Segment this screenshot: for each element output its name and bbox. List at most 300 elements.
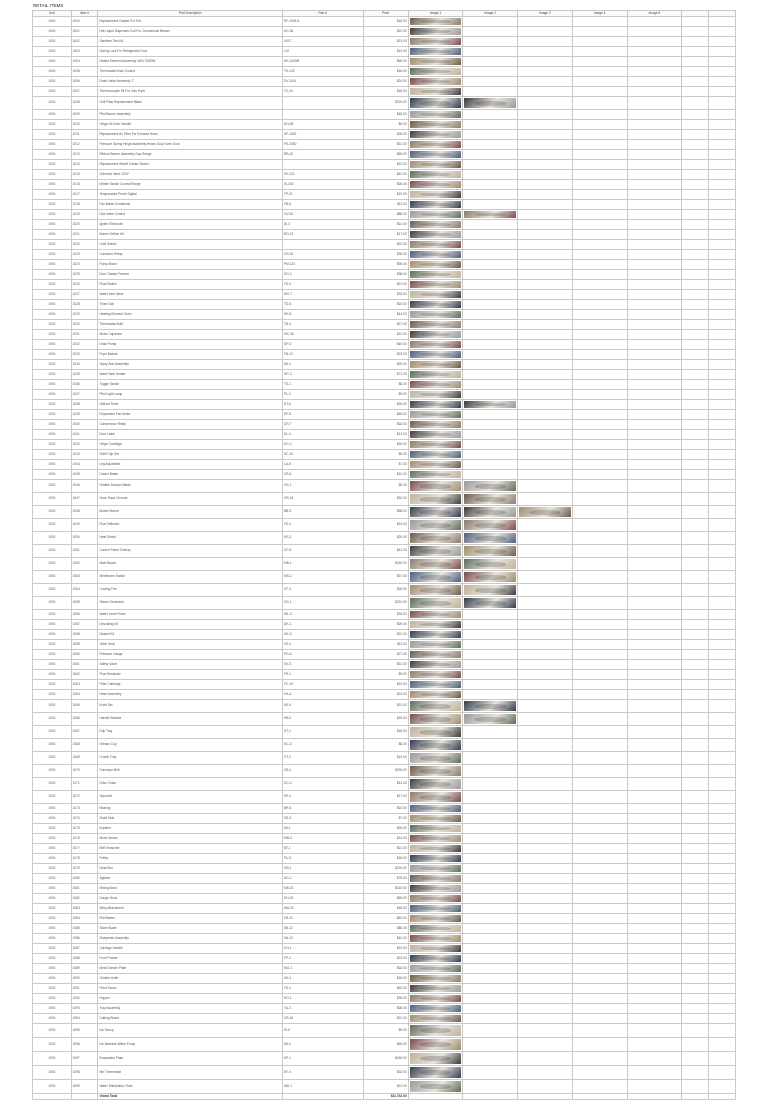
cell-unit[interactable]: 1000 (33, 400, 72, 410)
cell-item[interactable]: 1007 (71, 87, 98, 97)
image-cell[interactable] (408, 630, 463, 640)
empty-cell[interactable] (709, 380, 736, 390)
image-cell[interactable] (463, 120, 518, 130)
cell-unit[interactable]: 1000 (33, 67, 72, 77)
cell-item[interactable]: 1001 (71, 27, 98, 37)
image-cell[interactable] (627, 1066, 682, 1080)
cell-part[interactable]: CB-18 (283, 1014, 363, 1024)
image-cell[interactable] (518, 1014, 573, 1024)
image-cell[interactable] (518, 77, 573, 87)
image-cell[interactable] (627, 726, 682, 739)
cell-item[interactable]: 1000 (71, 17, 98, 27)
cell-unit[interactable]: 1000 (33, 340, 72, 350)
image-cell[interactable] (463, 804, 518, 814)
cell-item[interactable]: 1080 (71, 874, 98, 884)
image-cell[interactable] (518, 558, 573, 571)
image-cell[interactable] (572, 726, 627, 739)
cell-part[interactable]: BB-9 (283, 506, 363, 519)
cell-part[interactable]: BR-8 (283, 804, 363, 814)
image-cell[interactable] (627, 974, 682, 984)
image-cell[interactable] (572, 914, 627, 924)
cell-part[interactable]: CP-8 (283, 545, 363, 558)
cell-price[interactable]: $16.00 (363, 854, 408, 864)
empty-cell[interactable] (682, 854, 709, 864)
cell-price[interactable]: $18.00 (363, 964, 408, 974)
cell-unit[interactable]: 1000 (33, 350, 72, 360)
cell-part[interactable]: FB-8 (283, 200, 363, 210)
cell-item[interactable]: 1009 (71, 110, 98, 120)
cell-part[interactable]: OR-24 (283, 493, 363, 506)
empty-cell[interactable] (709, 791, 736, 804)
cell-price[interactable]: $26.00 (363, 824, 408, 834)
empty-cell[interactable] (682, 1004, 709, 1014)
image-cell[interactable] (408, 430, 463, 440)
cell-item[interactable]: 1091 (71, 984, 98, 994)
empty-cell[interactable] (682, 506, 709, 519)
empty-cell[interactable] (709, 280, 736, 290)
image-cell[interactable] (463, 844, 518, 854)
cell-desc[interactable]: Pressure Spring Hinge Assembly Heavy Duty Oven Door (98, 140, 283, 150)
cell-item[interactable]: 1059 (71, 640, 98, 650)
cell-unit[interactable]: 1000 (33, 37, 72, 47)
image-cell[interactable] (463, 27, 518, 37)
image-cell[interactable] (408, 190, 463, 200)
empty-cell[interactable] (709, 597, 736, 610)
image-cell[interactable] (627, 17, 682, 27)
cell-desc[interactable]: Drain Valve Assembly 1" (98, 77, 283, 87)
cell-price[interactable]: $29.00 (363, 360, 408, 370)
image-cell[interactable] (408, 230, 463, 240)
image-cell[interactable] (463, 290, 518, 300)
image-cell[interactable] (408, 210, 463, 220)
image-cell[interactable] (627, 545, 682, 558)
cell-part[interactable]: HE-2400M (283, 57, 363, 67)
cell-item[interactable]: 1028 (71, 300, 98, 310)
cell-item[interactable]: 1066 (71, 713, 98, 726)
cell-price[interactable]: $13.00 (363, 430, 408, 440)
cell-unit[interactable]: 1000 (33, 140, 72, 150)
empty-cell[interactable] (682, 320, 709, 330)
image-cell[interactable] (518, 340, 573, 350)
cell-item[interactable]: 1079 (71, 864, 98, 874)
cell-unit[interactable]: 1000 (33, 914, 72, 924)
empty-cell[interactable] (709, 610, 736, 620)
cell-price[interactable]: $31.00 (363, 140, 408, 150)
cell-part[interactable]: MG-1 (283, 964, 363, 974)
image-cell[interactable] (572, 680, 627, 690)
cell-item[interactable]: 1095 (71, 1024, 98, 1038)
cell-unit[interactable]: 1000 (33, 1024, 72, 1038)
cell-part[interactable] (283, 240, 363, 250)
image-cell[interactable] (463, 460, 518, 470)
image-cell[interactable] (463, 558, 518, 571)
cell-item[interactable]: 1023 (71, 250, 98, 260)
cell-unit[interactable]: 1000 (33, 330, 72, 340)
cell-unit[interactable]: 1000 (33, 984, 72, 994)
image-cell[interactable] (518, 914, 573, 924)
cell-desc[interactable]: Pilot Light Lamp (98, 390, 283, 400)
image-cell[interactable] (572, 290, 627, 300)
empty-cell[interactable] (709, 290, 736, 300)
image-cell[interactable] (463, 904, 518, 914)
image-cell[interactable] (463, 620, 518, 630)
cell-price[interactable]: $49.00 (363, 340, 408, 350)
cell-desc[interactable]: Compressor Relay (98, 420, 283, 430)
cell-desc[interactable]: Handle Bracket (98, 713, 283, 726)
cell-unit[interactable]: 1000 (33, 310, 72, 320)
image-cell[interactable] (518, 220, 573, 230)
image-cell[interactable] (408, 854, 463, 864)
image-cell[interactable] (463, 97, 518, 110)
image-cell[interactable] (463, 924, 518, 934)
column-header[interactable]: Part # (283, 11, 363, 17)
empty-cell[interactable] (709, 130, 736, 140)
cell-part[interactable]: GK-1 (283, 974, 363, 984)
empty-cell[interactable] (682, 924, 709, 934)
image-cell[interactable] (572, 410, 627, 420)
cell-price[interactable]: $22.00 (363, 27, 408, 37)
cell-part[interactable]: FS-1 (283, 984, 363, 994)
image-cell[interactable] (572, 620, 627, 630)
image-cell[interactable] (463, 400, 518, 410)
empty-cell[interactable] (682, 110, 709, 120)
image-cell[interactable] (408, 874, 463, 884)
image-cell[interactable] (572, 964, 627, 974)
empty-cell[interactable] (682, 390, 709, 400)
empty-cell[interactable] (709, 894, 736, 904)
image-cell[interactable] (518, 964, 573, 974)
image-cell[interactable] (627, 844, 682, 854)
empty-cell[interactable] (682, 37, 709, 47)
cell-desc[interactable]: Cutting Board (98, 1014, 283, 1024)
empty-cell[interactable] (709, 690, 736, 700)
image-cell[interactable] (518, 130, 573, 140)
empty-cell[interactable] (709, 480, 736, 493)
image-cell[interactable] (408, 924, 463, 934)
empty-cell[interactable] (709, 470, 736, 480)
empty-cell[interactable] (682, 350, 709, 360)
cell-unit[interactable]: 1000 (33, 270, 72, 280)
image-cell[interactable] (408, 914, 463, 924)
cell-unit[interactable]: 1000 (33, 1080, 72, 1094)
cell-item[interactable]: 1036 (71, 380, 98, 390)
image-cell[interactable] (572, 834, 627, 844)
image-cell[interactable] (463, 700, 518, 713)
image-cell[interactable] (627, 610, 682, 620)
cell-desc[interactable]: Food Pusher (98, 954, 283, 964)
empty-cell[interactable] (682, 1052, 709, 1066)
image-cell[interactable] (518, 670, 573, 680)
empty-cell[interactable] (682, 934, 709, 944)
cell-part[interactable]: IS-6 (283, 1024, 363, 1038)
image-cell[interactable] (627, 584, 682, 597)
image-cell[interactable] (408, 1052, 463, 1066)
cell-desc[interactable]: Water Distribution Tube (98, 1080, 283, 1094)
cell-desc[interactable]: Contactor Relay (98, 250, 283, 260)
empty-cell[interactable] (682, 519, 709, 532)
cell-price[interactable]: $21.00 (363, 280, 408, 290)
empty-cell[interactable] (682, 300, 709, 310)
image-cell[interactable] (627, 280, 682, 290)
cell-unit[interactable]: 1000 (33, 160, 72, 170)
cell-desc[interactable]: Spring Lock For Refrigerator Door (98, 47, 283, 57)
cell-part[interactable]: EF-5 (283, 410, 363, 420)
cell-price[interactable]: $10.00 (363, 470, 408, 480)
cell-unit[interactable]: 1000 (33, 230, 72, 240)
image-cell[interactable] (463, 650, 518, 660)
cell-price[interactable]: $52.00 (363, 914, 408, 924)
image-cell[interactable] (463, 994, 518, 1004)
empty-cell[interactable] (709, 460, 736, 470)
image-cell[interactable] (408, 380, 463, 390)
image-cell[interactable] (408, 350, 463, 360)
cell-item[interactable]: 1053 (71, 571, 98, 584)
image-cell[interactable] (627, 1052, 682, 1066)
cell-item[interactable]: 1046 (71, 480, 98, 493)
cell-part[interactable]: VS-2 (283, 640, 363, 650)
cell-item[interactable]: 1034 (71, 360, 98, 370)
image-cell[interactable] (408, 240, 463, 250)
cell-item[interactable]: 1006 (71, 77, 98, 87)
cell-desc[interactable]: Infinite Switch Control Range (98, 180, 283, 190)
image-cell[interactable] (627, 620, 682, 630)
empty-cell[interactable] (682, 57, 709, 67)
empty-cell[interactable] (682, 994, 709, 1004)
empty-cell[interactable] (682, 290, 709, 300)
empty-cell[interactable] (682, 824, 709, 834)
cell-price[interactable]: $120.00 (363, 864, 408, 874)
image-cell[interactable] (463, 220, 518, 230)
cell-price[interactable]: $14.00 (363, 834, 408, 844)
empty-cell[interactable] (682, 640, 709, 650)
cell-item[interactable]: 1004 (71, 57, 98, 67)
image-cell[interactable] (572, 220, 627, 230)
cell-desc[interactable]: Grease Cup (98, 739, 283, 752)
cell-price[interactable]: $39.00 (363, 400, 408, 410)
cell-desc[interactable]: Toggle Switch (98, 380, 283, 390)
cell-price[interactable]: $71.00 (363, 370, 408, 380)
cell-part[interactable]: SS-3 (283, 814, 363, 824)
empty-cell[interactable] (682, 874, 709, 884)
image-cell[interactable] (463, 430, 518, 440)
image-cell[interactable] (463, 610, 518, 620)
image-cell[interactable] (572, 1052, 627, 1066)
cell-unit[interactable]: 1000 (33, 994, 72, 1004)
image-cell[interactable] (408, 1004, 463, 1014)
image-cell[interactable] (572, 380, 627, 390)
column-header[interactable]: Item # (71, 11, 98, 17)
image-cell[interactable] (463, 180, 518, 190)
cell-unit[interactable]: 1000 (33, 924, 72, 934)
image-cell[interactable] (518, 330, 573, 340)
empty-cell[interactable] (682, 954, 709, 964)
image-cell[interactable] (627, 440, 682, 450)
image-cell[interactable] (627, 37, 682, 47)
empty-cell[interactable] (709, 814, 736, 824)
empty-cell[interactable] (709, 450, 736, 460)
cell-part[interactable]: GB-1 (283, 864, 363, 874)
image-cell[interactable] (572, 37, 627, 47)
image-cell[interactable] (627, 994, 682, 1004)
empty-cell[interactable] (709, 77, 736, 87)
image-cell[interactable] (408, 571, 463, 584)
image-cell[interactable] (572, 571, 627, 584)
image-cell[interactable] (518, 290, 573, 300)
cell-part[interactable]: PM-110 (283, 260, 363, 270)
cell-price[interactable]: $15.00 (363, 713, 408, 726)
cell-desc[interactable]: Meat Grinder Plate (98, 964, 283, 974)
cell-unit[interactable]: 1000 (33, 87, 72, 97)
empty-cell[interactable] (682, 680, 709, 690)
image-cell[interactable] (408, 310, 463, 320)
empty-cell[interactable] (709, 545, 736, 558)
empty-cell[interactable] (709, 778, 736, 791)
cell-item[interactable]: 1039 (71, 410, 98, 420)
image-cell[interactable] (518, 180, 573, 190)
image-cell[interactable] (518, 300, 573, 310)
image-cell[interactable] (572, 844, 627, 854)
image-cell[interactable] (572, 170, 627, 180)
image-cell[interactable] (408, 1066, 463, 1080)
image-cell[interactable] (408, 37, 463, 47)
empty-cell[interactable] (709, 532, 736, 545)
cell-item[interactable]: 1032 (71, 340, 98, 350)
image-cell[interactable] (572, 1014, 627, 1024)
image-cell[interactable] (463, 320, 518, 330)
cell-price[interactable]: $150.00 (363, 558, 408, 571)
empty-cell[interactable] (709, 300, 736, 310)
cell-price[interactable]: $9.00 (363, 670, 408, 680)
cell-unit[interactable]: 1000 (33, 170, 72, 180)
cell-desc[interactable]: Replacement Wheel Caster Swivel (98, 160, 283, 170)
image-cell[interactable] (572, 934, 627, 944)
empty-cell[interactable] (709, 310, 736, 320)
empty-cell[interactable] (709, 864, 736, 874)
image-cell[interactable] (572, 1080, 627, 1094)
cell-unit[interactable]: 1000 (33, 713, 72, 726)
cell-price[interactable]: $11.00 (363, 200, 408, 210)
image-cell[interactable] (518, 470, 573, 480)
image-cell[interactable] (572, 994, 627, 1004)
image-cell[interactable] (627, 954, 682, 964)
image-cell[interactable] (572, 110, 627, 120)
cell-desc[interactable]: Drive Chain (98, 778, 283, 791)
cell-unit[interactable]: 1000 (33, 884, 72, 894)
image-cell[interactable] (572, 47, 627, 57)
empty-cell[interactable] (709, 220, 736, 230)
cell-desc[interactable]: Door Latch (98, 430, 283, 440)
empty-cell[interactable] (709, 150, 736, 160)
empty-cell[interactable] (709, 765, 736, 778)
cell-part[interactable]: SB-12 (283, 924, 363, 934)
empty-cell[interactable] (709, 944, 736, 954)
cell-part[interactable]: CH-1 (283, 944, 363, 954)
image-cell[interactable] (518, 864, 573, 874)
cell-price[interactable]: $22.00 (363, 1014, 408, 1024)
image-cell[interactable] (572, 884, 627, 894)
cell-desc[interactable]: Hot Liquid Dispenser Coil For Commercial Brewer (98, 27, 283, 37)
image-cell[interactable] (572, 752, 627, 765)
image-cell[interactable] (627, 400, 682, 410)
image-cell[interactable] (408, 370, 463, 380)
image-cell[interactable] (627, 67, 682, 77)
image-cell[interactable] (572, 460, 627, 470)
cell-unit[interactable]: 1000 (33, 854, 72, 864)
cell-item[interactable]: 1051 (71, 545, 98, 558)
image-cell[interactable] (572, 630, 627, 640)
cell-part[interactable]: TS-1 (283, 380, 363, 390)
cell-unit[interactable]: 1000 (33, 200, 72, 210)
image-cell[interactable] (463, 47, 518, 57)
cell-part[interactable]: GC-3 (283, 739, 363, 752)
cell-item[interactable]: 1063 (71, 680, 98, 690)
empty-cell[interactable] (682, 380, 709, 390)
empty-cell[interactable] (682, 804, 709, 814)
image-cell[interactable] (518, 778, 573, 791)
image-cell[interactable] (518, 360, 573, 370)
image-cell[interactable] (463, 597, 518, 610)
cell-unit[interactable]: 1000 (33, 190, 72, 200)
empty-cell[interactable] (682, 700, 709, 713)
image-cell[interactable] (408, 260, 463, 270)
image-cell[interactable] (627, 320, 682, 330)
image-cell[interactable] (408, 610, 463, 620)
image-cell[interactable] (463, 270, 518, 280)
image-cell[interactable] (572, 480, 627, 493)
empty-cell[interactable] (682, 610, 709, 620)
cell-desc[interactable]: Thermocouple Kit For Gas Fryer (98, 87, 283, 97)
image-cell[interactable] (463, 1080, 518, 1094)
cell-desc[interactable]: Pressure Gauge (98, 650, 283, 660)
image-cell[interactable] (408, 480, 463, 493)
empty-cell[interactable] (682, 894, 709, 904)
empty-cell[interactable] (682, 27, 709, 37)
image-cell[interactable] (627, 450, 682, 460)
cell-price[interactable]: $9.00 (363, 1024, 408, 1038)
cell-item[interactable]: 1086 (71, 934, 98, 944)
image-cell[interactable] (463, 506, 518, 519)
empty-cell[interactable] (709, 57, 736, 67)
image-cell[interactable] (627, 739, 682, 752)
cell-desc[interactable]: Defrost Timer (98, 400, 283, 410)
cell-price[interactable]: $75.00 (363, 874, 408, 884)
cell-part[interactable]: SC-10 (283, 450, 363, 460)
cell-price[interactable]: $13.00 (363, 37, 408, 47)
image-cell[interactable] (627, 558, 682, 571)
cell-price[interactable]: $14.00 (363, 47, 408, 57)
image-cell[interactable] (518, 894, 573, 904)
empty-cell[interactable] (709, 97, 736, 110)
image-cell[interactable] (627, 894, 682, 904)
cell-desc[interactable]: Steam Generator (98, 597, 283, 610)
empty-cell[interactable] (682, 260, 709, 270)
image-cell[interactable] (463, 680, 518, 690)
empty-cell[interactable] (682, 170, 709, 180)
empty-cell[interactable] (709, 160, 736, 170)
image-cell[interactable] (572, 440, 627, 450)
image-cell[interactable] (572, 610, 627, 620)
cell-price[interactable]: $24.00 (363, 690, 408, 700)
image-cell[interactable] (463, 37, 518, 47)
image-cell[interactable] (408, 1080, 463, 1094)
empty-cell[interactable] (709, 700, 736, 713)
image-cell[interactable] (518, 700, 573, 713)
cell-item[interactable]: 1076 (71, 834, 98, 844)
image-cell[interactable] (408, 67, 463, 77)
empty-cell[interactable] (682, 87, 709, 97)
image-cell[interactable] (627, 390, 682, 400)
image-cell[interactable] (572, 200, 627, 210)
